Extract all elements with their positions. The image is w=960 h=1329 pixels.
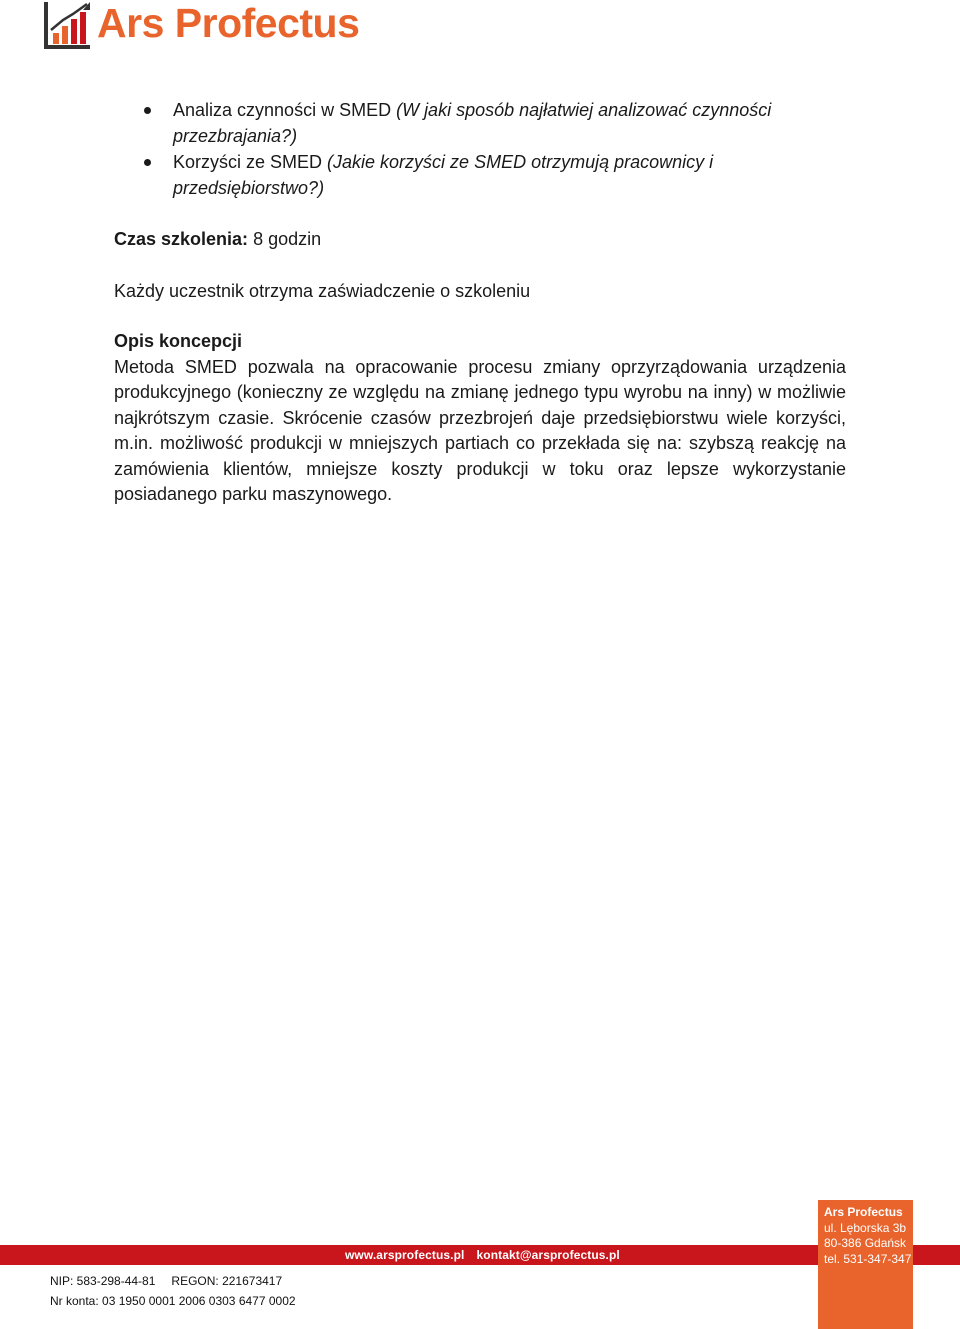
brand-logo (43, 0, 359, 50)
footer-contact (345, 1248, 620, 1262)
footer-bar-end (913, 1245, 960, 1265)
list-item-text: Analiza czynności w SMED (173, 100, 397, 120)
training-time-label: Czas szkolenia: (114, 229, 249, 249)
brand-name-part1: Ars (97, 0, 164, 46)
city-address: 80-386 Gdańsk (824, 1236, 907, 1250)
company-identifiers (50, 1271, 296, 1311)
concept-heading: Opis koncepcji (114, 331, 243, 351)
company-name: Ars Profectus (824, 1205, 903, 1219)
list-item-question: (W jaki sposób najłatwiej analizować czynności przezbrajania?) (173, 100, 772, 146)
list-item-text: Korzyści ze SMED (173, 152, 328, 172)
brand-name-part2: Profectus (174, 0, 360, 46)
street-address: ul. Lęborska 3b (824, 1220, 907, 1235)
list-item-question: (Jakie korzyści ze SMED otrzymują pracownicy i przedsiębiorstwo?) (173, 152, 714, 198)
bank-account: Nr konta: 03 1950 0001 2006 0303 6477 0002 (50, 1294, 296, 1308)
bullet-icon (144, 159, 151, 166)
tax-ids (50, 1271, 296, 1291)
address-box (818, 1200, 913, 1329)
phone-number: tel. 531-347-347 (824, 1251, 912, 1266)
list-item (114, 98, 846, 149)
training-time-value: 8 godzin (248, 229, 322, 249)
document-body (114, 98, 846, 508)
website-link[interactable]: www.arsprofectus.pl (345, 1248, 465, 1262)
topic-list (114, 98, 846, 201)
concept-body: Metoda SMED pozwala na opracowanie procesu zmiany oprzyrządowania urządzenia produkcyjnego (konieczny ze względu na zmianę jednego typu wyrobu na inny) w możliwie najkrótszym czasie. Skrócenie czasów przezbrojeń daje przedsiębiorstwu wiele korzyści, m.in. możliwość produkcji w mniejszych partiach co przekłada się na: szybszą reakcję na zamówienia klientów, mniejsze koszty produkcji w toku oraz lepsze wykorzystanie posiadanego parku maszynowego. (114, 356, 846, 504)
nip-number: NIP: 583-298-44-81 (50, 1274, 156, 1288)
list-item (114, 150, 846, 201)
certificate-note: Każdy uczestnik otrzyma zaświadczenie o szkoleniu (114, 280, 531, 301)
email-link[interactable]: kontakt@arsprofectus.pl (476, 1248, 620, 1262)
training-time (114, 227, 846, 253)
bar-growth-icon (43, 0, 93, 50)
regon-number: REGON: 221673417 (171, 1274, 283, 1288)
bullet-icon (144, 107, 151, 114)
brand-name (97, 0, 360, 46)
